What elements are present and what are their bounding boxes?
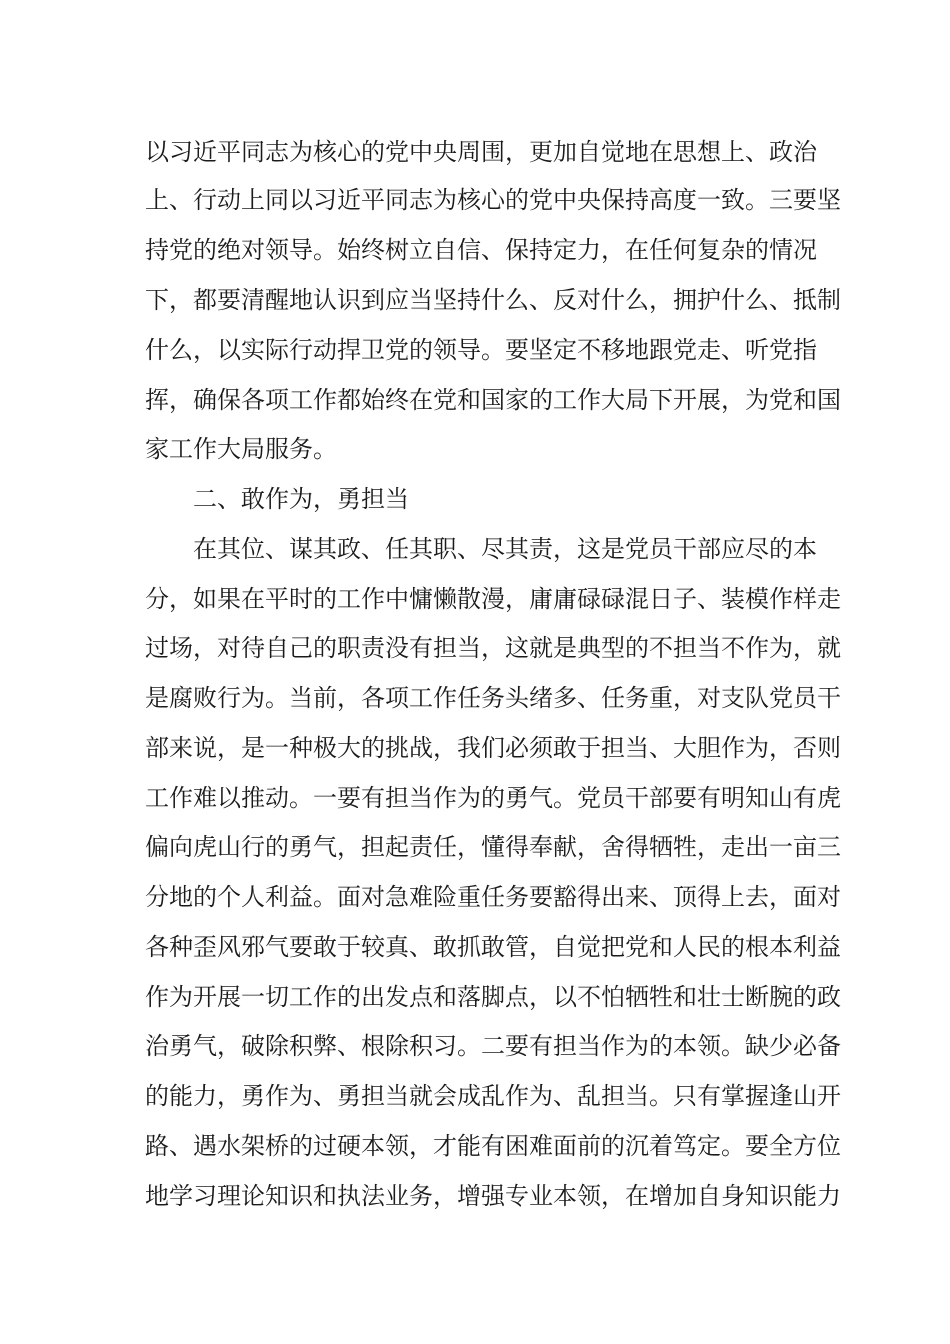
body-text-line: 过场，对待自己的职责没有担当，这就是典型的不担当不作为，就 — [145, 634, 841, 662]
section-heading: 二、敢作为，勇担当 — [193, 485, 409, 513]
body-text-line: 持党的绝对领导。始终树立自信、保持定力，在任何复杂的情况 — [145, 236, 817, 264]
body-text-line: 分，如果在平时的工作中慵懒散漫，庸庸碌碌混日子、装模作样走 — [145, 585, 841, 613]
body-text-line: 在其位、谋其政、任其职、尽其责，这是党员干部应尽的本 — [193, 535, 817, 563]
body-text-line: 上、行动上同以习近平同志为核心的党中央保持高度一致。三要坚 — [145, 186, 841, 214]
body-text-line: 路、遇水架桥的过硬本领，才能有困难面前的沉着笃定。要全方位 — [145, 1132, 841, 1160]
body-text-line: 治勇气，破除积弊、根除积习。二要有担当作为的本领。缺少必备 — [145, 1032, 841, 1060]
body-text-line: 的能力，勇作为、勇担当就会成乱作为、乱担当。只有掌握逢山开 — [145, 1082, 841, 1110]
body-text-line: 各种歪风邪气要敢于较真、敢抓敢管，自觉把党和人民的根本利益 — [145, 933, 841, 961]
body-text-line: 挥，确保各项工作都始终在党和国家的工作大局下开展，为党和国 — [145, 386, 841, 414]
body-text-line: 什么，以实际行动捍卫党的领导。要坚定不移地跟党走、听党指 — [145, 336, 817, 364]
body-text-line: 家工作大局服务。 — [145, 435, 337, 463]
body-text-line: 作为开展一切工作的出发点和落脚点，以不怕牺牲和壮士断腕的政 — [145, 983, 841, 1011]
body-text-line: 是腐败行为。当前，各项工作任务头绪多、任务重，对支队党员干 — [145, 684, 841, 712]
body-text-line: 工作难以推动。一要有担当作为的勇气。党员干部要有明知山有虎 — [145, 784, 841, 812]
body-text-line: 偏向虎山行的勇气，担起责任，懂得奉献，舍得牺牲，走出一亩三 — [145, 833, 841, 861]
body-text-line: 以习近平同志为核心的党中央周围，更加自觉地在思想上、政治 — [145, 138, 817, 166]
body-text-line: 部来说，是一种极大的挑战，我们必须敢于担当、大胆作为，否则 — [145, 734, 841, 762]
body-text-line: 分地的个人利益。面对急难险重任务要豁得出来、顶得上去，面对 — [145, 883, 841, 911]
body-text-line: 地学习理论知识和执法业务，增强专业本领，在增加自身知识能力 — [145, 1182, 841, 1210]
body-text-line: 下，都要清醒地认识到应当坚持什么、反对什么，拥护什么、抵制 — [145, 286, 841, 314]
